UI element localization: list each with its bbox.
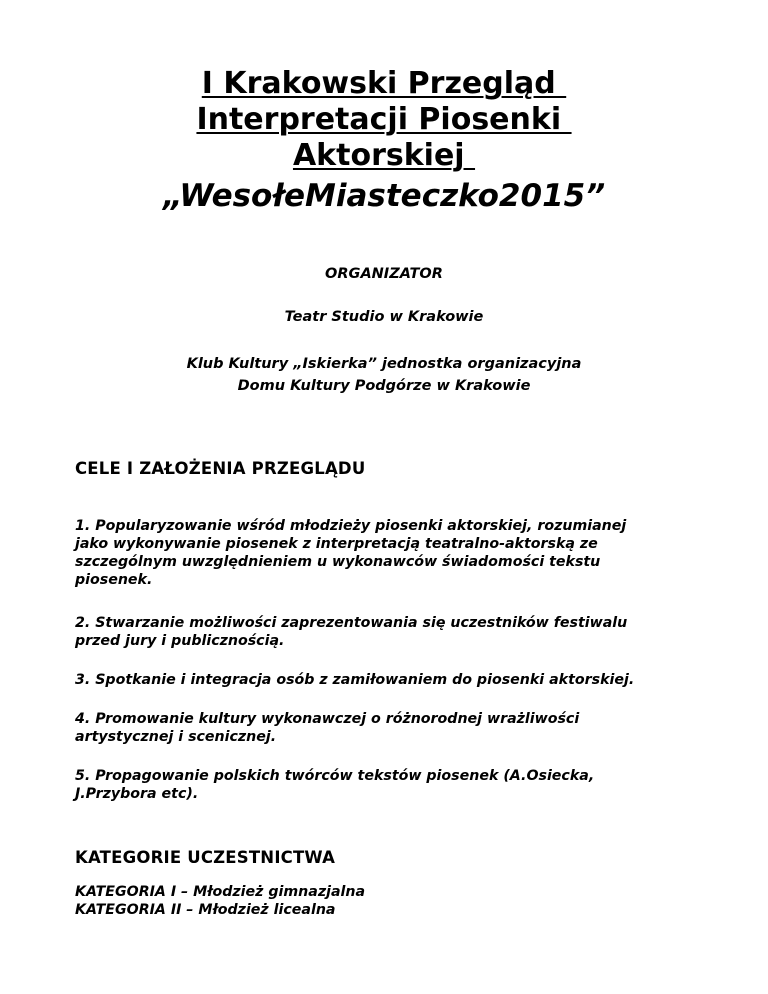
goal-item-4 [75, 710, 715, 746]
title-line-1: I Krakowski Przegląd [201, 66, 567, 101]
goal-item-5-line: J.Przybora etc). [75, 786, 199, 802]
title-line-3: Aktorskiej [292, 138, 476, 173]
goal-item-1 [75, 517, 715, 589]
categories-list [75, 883, 715, 919]
title-subtitle: „WesołeMiasteczko2015” [162, 178, 606, 214]
goal-item-1-line: szczególnym uwzględnieniem u wykonawców świadomości tekstu [75, 554, 601, 570]
title-line-2: Interpretacji Piosenki [196, 102, 572, 137]
goals-heading: CELE I ZAŁOŻENIA PRZEGLĄDU [75, 459, 366, 478]
goal-item-2-line: przed jury i publicznością. [75, 633, 285, 649]
document-title [0, 66, 768, 216]
goal-item-5 [75, 767, 715, 803]
goal-item-1-line: jako wykonywanie piosenek z interpretacją teatralno-aktorską ze [75, 536, 598, 552]
organizer-club-line-2: Domu Kultury Podgórze w Krakowie [237, 378, 531, 394]
goal-item-3-line: 3. Spotkanie i integracja osób z zamiłowaniem do piosenki aktorskiej. [75, 672, 635, 688]
goal-item-1-line: piosenek. [75, 572, 153, 588]
goal-item-5-line: 5. Propagowanie polskich twórców tekstów piosenek (A.Osiecka, [75, 768, 595, 784]
goal-item-3 [75, 671, 715, 689]
goal-item-4-line: 4. Promowanie kultury wykonawczej o różnorodnej wrażliwości [75, 711, 580, 727]
organizer-club-line-1: Klub Kultury „Iskierka” jednostka organizacyjna [186, 356, 582, 372]
goal-item-2-line: 2. Stwarzanie możliwości zaprezentowania się uczestników festiwalu [75, 615, 628, 631]
goal-item-1-line: 1. Popularyzowanie wśród młodzieży piosenki aktorskiej, rozumianej [75, 518, 627, 534]
categories-heading: KATEGORIE UCZESTNICTWA [75, 848, 336, 867]
organizer-label: ORGANIZATOR [325, 266, 443, 282]
organizer-theatre: Teatr Studio w Krakowie [284, 309, 484, 325]
goal-item-4-line: artystycznej i scenicznej. [75, 729, 277, 745]
category-item: KATEGORIA II – Młodzież licealna [75, 902, 336, 918]
goal-item-2 [75, 614, 715, 650]
category-item: KATEGORIA I – Młodzież gimnazjalna [75, 884, 366, 900]
